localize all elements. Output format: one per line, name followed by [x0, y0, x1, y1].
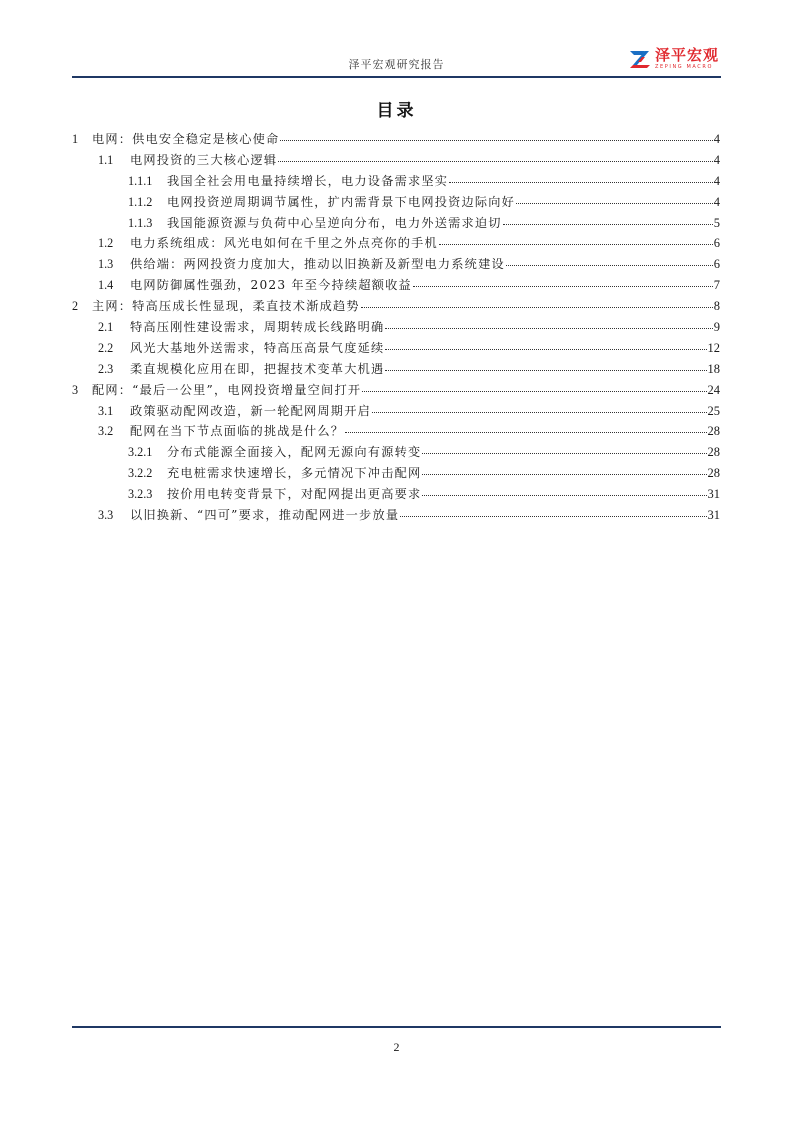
toc-leader-dots	[280, 140, 712, 141]
toc-entry-1-3[interactable]	[72, 255, 720, 276]
toc-entry-label[interactable]: 主网：特高压成长性显现，柔直技术渐成趋势	[92, 299, 360, 314]
toc-title: 目录	[376, 101, 417, 121]
toc-leader-dots	[345, 432, 706, 433]
toc-entry-1-1[interactable]	[72, 151, 720, 172]
page-number: 2	[393, 1040, 400, 1054]
toc-entry-page: 5	[713, 215, 720, 230]
toc-entry-label[interactable]: 电力系统组成：风光电如何在千里之外点亮你的手机	[130, 236, 438, 251]
toc-entry-number: 2	[72, 299, 79, 314]
toc-leader-dots	[385, 349, 706, 350]
toc-leader-dots	[422, 474, 706, 475]
toc-entry-label[interactable]: 柔直规模化应用在即，把握技术变革大机遇	[130, 361, 385, 376]
zeping-macro-logo	[629, 48, 719, 70]
toc-entry-3-2-2[interactable]	[72, 464, 720, 485]
toc-entry-3-2-3[interactable]	[72, 485, 720, 506]
toc-entry-number: 1.1.3	[128, 215, 153, 230]
toc-entry-number: 1.2	[98, 236, 114, 251]
toc-entry-number: 1.4	[98, 278, 114, 293]
toc-leader-dots	[372, 412, 707, 413]
toc-entry-label[interactable]: 电网防御属性强劲，2023 年至今持续超额收益	[130, 278, 412, 293]
toc-entry-page: 4	[713, 173, 720, 188]
toc-entry-number: 1.1	[98, 152, 114, 167]
toc-entry-label[interactable]: 电网投资的三大核心逻辑	[130, 152, 278, 167]
toc-entry-page: 25	[707, 403, 720, 418]
toc-entry-page: 4	[713, 132, 720, 146]
toc-entry-page: 24	[707, 382, 720, 397]
toc-entry-number: 2.2	[98, 340, 114, 355]
toc-entry-1-1-1[interactable]	[72, 172, 720, 193]
toc-entry-number: 3.1	[98, 403, 114, 418]
toc-leader-dots	[278, 161, 712, 162]
toc-entry-number: 3	[72, 382, 79, 397]
toc-entry-label[interactable]: 配网：“最后一公里”，电网投资增量空间打开	[92, 382, 362, 397]
toc-entry-label[interactable]: 电网：供电安全稳定是核心使命	[92, 132, 280, 146]
toc-entry-2[interactable]	[72, 297, 720, 318]
toc-leader-dots	[503, 224, 713, 225]
footer-divider	[72, 1026, 721, 1028]
toc-entry-number: 1.1.1	[128, 173, 153, 188]
logo-chinese-text: 泽平宏观	[654, 46, 719, 64]
toc-leader-dots	[385, 370, 706, 371]
toc-entry-label[interactable]: 政策驱动配网改造，新一轮配网周期开启	[130, 403, 371, 418]
toc-leader-dots	[439, 244, 713, 245]
toc-entry-label[interactable]: 配网在当下节点面临的挑战是什么？	[130, 424, 345, 439]
toc-entry-label[interactable]: 特高压刚性建设需求，周期转成长线路明确	[130, 320, 385, 335]
toc-entry-3-3[interactable]	[72, 506, 720, 527]
toc-entry-number: 2.3	[98, 361, 114, 376]
toc-entry-label[interactable]: 我国全社会用电量持续增长，电力设备需求坚实	[167, 173, 449, 188]
toc-entry-number: 1.3	[98, 257, 114, 272]
report-title: 泽平宏观研究报告	[348, 58, 445, 71]
toc-leader-dots	[516, 203, 713, 204]
toc-entry-number: 2.1	[98, 320, 114, 335]
toc-entry-page: 7	[713, 278, 720, 293]
toc-leader-dots	[385, 328, 712, 329]
toc-entry-3-1[interactable]	[72, 402, 720, 423]
toc-entry-1-2[interactable]	[72, 234, 720, 255]
toc-entry-page: 6	[713, 236, 720, 251]
toc-entry-page: 6	[713, 257, 720, 272]
toc-entry-number: 3.2.3	[128, 487, 153, 502]
toc-leader-dots	[361, 307, 713, 308]
toc-entry-2-1[interactable]	[72, 318, 720, 339]
toc-entry-page: 12	[707, 340, 720, 355]
toc-entry-1[interactable]	[72, 130, 720, 151]
toc-leader-dots	[422, 495, 706, 496]
toc-entry-page: 28	[707, 424, 720, 439]
toc-leader-dots	[400, 516, 706, 517]
toc-entry-3-2[interactable]	[72, 422, 720, 443]
toc-entry-number: 1	[72, 132, 79, 146]
toc-entry-page: 28	[707, 466, 720, 481]
toc-entry-3[interactable]	[72, 381, 720, 402]
header-divider	[72, 76, 721, 78]
toc-entry-page: 28	[707, 445, 720, 460]
toc-leader-dots	[362, 391, 706, 392]
toc-entry-label[interactable]: 分布式能源全面接入，配网无源向有源转变	[167, 445, 422, 460]
toc-entry-2-2[interactable]	[72, 339, 720, 360]
toc-entry-label[interactable]: 按价用电转变背景下，对配网提出更高要求	[167, 487, 422, 502]
toc-entry-label[interactable]: 电网投资逆周期调节属性，扩内需背景下电网投资边际向好	[167, 194, 516, 209]
toc-entry-label[interactable]: 供给端：两网投资力度加大，推动以旧换新及新型电力系统建设	[130, 257, 505, 272]
toc-entry-1-1-3[interactable]	[72, 214, 720, 235]
toc-entry-number: 3.3	[98, 508, 114, 523]
toc-entry-number: 1.1.2	[128, 194, 153, 209]
logo-english-text: ZEPING MACRO	[654, 64, 714, 70]
toc-entry-page: 31	[707, 508, 720, 523]
toc-entry-label[interactable]: 充电桩需求快速增长，多元情况下冲击配网	[167, 466, 422, 481]
toc-entry-page: 9	[713, 320, 720, 335]
toc-entry-number: 3.2	[98, 424, 114, 439]
page-header	[72, 48, 721, 76]
toc-leader-dots	[422, 453, 706, 454]
toc-entry-1-4[interactable]	[72, 276, 720, 297]
toc-entry-3-2-1[interactable]	[72, 443, 720, 464]
toc-entry-page: 4	[713, 194, 720, 209]
toc-entry-label[interactable]: 我国能源资源与负荷中心呈逆向分布，电力外送需求迫切	[167, 215, 502, 230]
zeping-logo-icon	[629, 49, 651, 69]
toc-entry-number: 3.2.1	[128, 445, 153, 460]
toc-entry-2-3[interactable]	[72, 360, 720, 381]
toc-entry-number: 3.2.2	[128, 466, 153, 481]
toc-leader-dots	[506, 265, 713, 266]
toc-entry-label[interactable]: 风光大基地外送需求，特高压高景气度延续	[130, 340, 385, 355]
toc-entry-label[interactable]: 以旧换新、“四可”要求，推动配网进一步放量	[130, 508, 400, 523]
toc-entry-page: 31	[707, 487, 720, 502]
toc-leader-dots	[413, 286, 713, 287]
toc-entry-page: 18	[707, 361, 720, 376]
toc-entry-page: 4	[713, 152, 720, 167]
toc-leader-dots	[449, 182, 713, 183]
table-of-contents	[72, 130, 720, 527]
toc-entry-page: 8	[713, 299, 720, 314]
toc-entry-1-1-2[interactable]	[72, 193, 720, 214]
